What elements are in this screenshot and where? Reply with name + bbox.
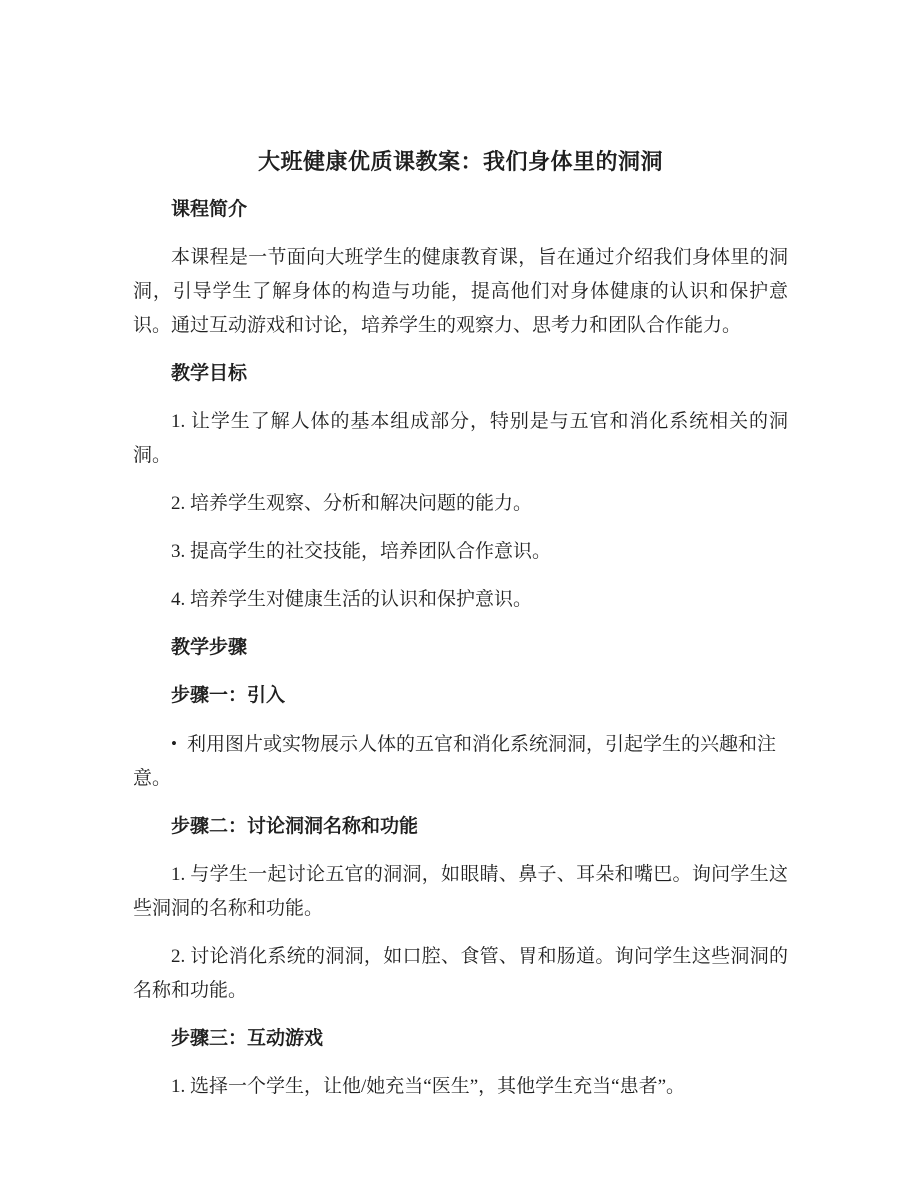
objective-item-1: 1. 让学生了解人体的基本组成部分，特别是与五官和消化系统相关的洞洞。 (133, 411, 788, 466)
document-title: 大班健康优质课教案：我们身体里的洞洞 (257, 149, 663, 174)
heading-step3-game: 步骤三：互动游戏 (171, 1028, 324, 1049)
heading-step2-discussion: 步骤二：讨论洞洞名称和功能 (171, 816, 419, 837)
heading-course-intro: 课程简介 (171, 199, 248, 220)
paragraph-course-intro: 本课程是一节面向大班学生的健康教育课，旨在通过介绍我们身体里的洞洞，引导学生了解身体的构造与功能，提高他们对身体健康的认识和保护意识。通过互动游戏和讨论，培养学生的观察力、思考力和团队合作能力。 (133, 247, 788, 336)
heading-step1-intro: 步骤一：引入 (171, 685, 286, 706)
bullet-icon: • (171, 734, 177, 753)
objective-item-2: 2. 培养学生观察、分析和解决问题的能力。 (171, 493, 533, 514)
step1-bullet-text: 利用图片或实物展示人体的五官和消化系统洞洞，引起学生的兴趣和注意。 (133, 734, 776, 789)
step2-item-2: 2. 讨论消化系统的洞洞，如口腔、食管、胃和肠道。询问学生这些洞洞的名称和功能。 (133, 946, 788, 1001)
heading-teaching-steps: 教学步骤 (171, 637, 248, 658)
objective-item-4: 4. 培养学生对健康生活的认识和保护意识。 (171, 589, 533, 610)
step3-item-1: 1. 选择一个学生，让他/她充当“医生”，其他学生充当“患者”。 (171, 1076, 686, 1097)
heading-teaching-objectives: 教学目标 (171, 363, 248, 384)
step1-bullet-item (133, 727, 788, 796)
document-body (133, 146, 788, 1118)
step2-item-1: 1. 与学生一起讨论五官的洞洞，如眼睛、鼻子、耳朵和嘴巴。询问学生这些洞洞的名称和功能。 (133, 864, 788, 919)
objective-item-3: 3. 提高学生的社交技能，培养团队合作意识。 (171, 541, 552, 562)
